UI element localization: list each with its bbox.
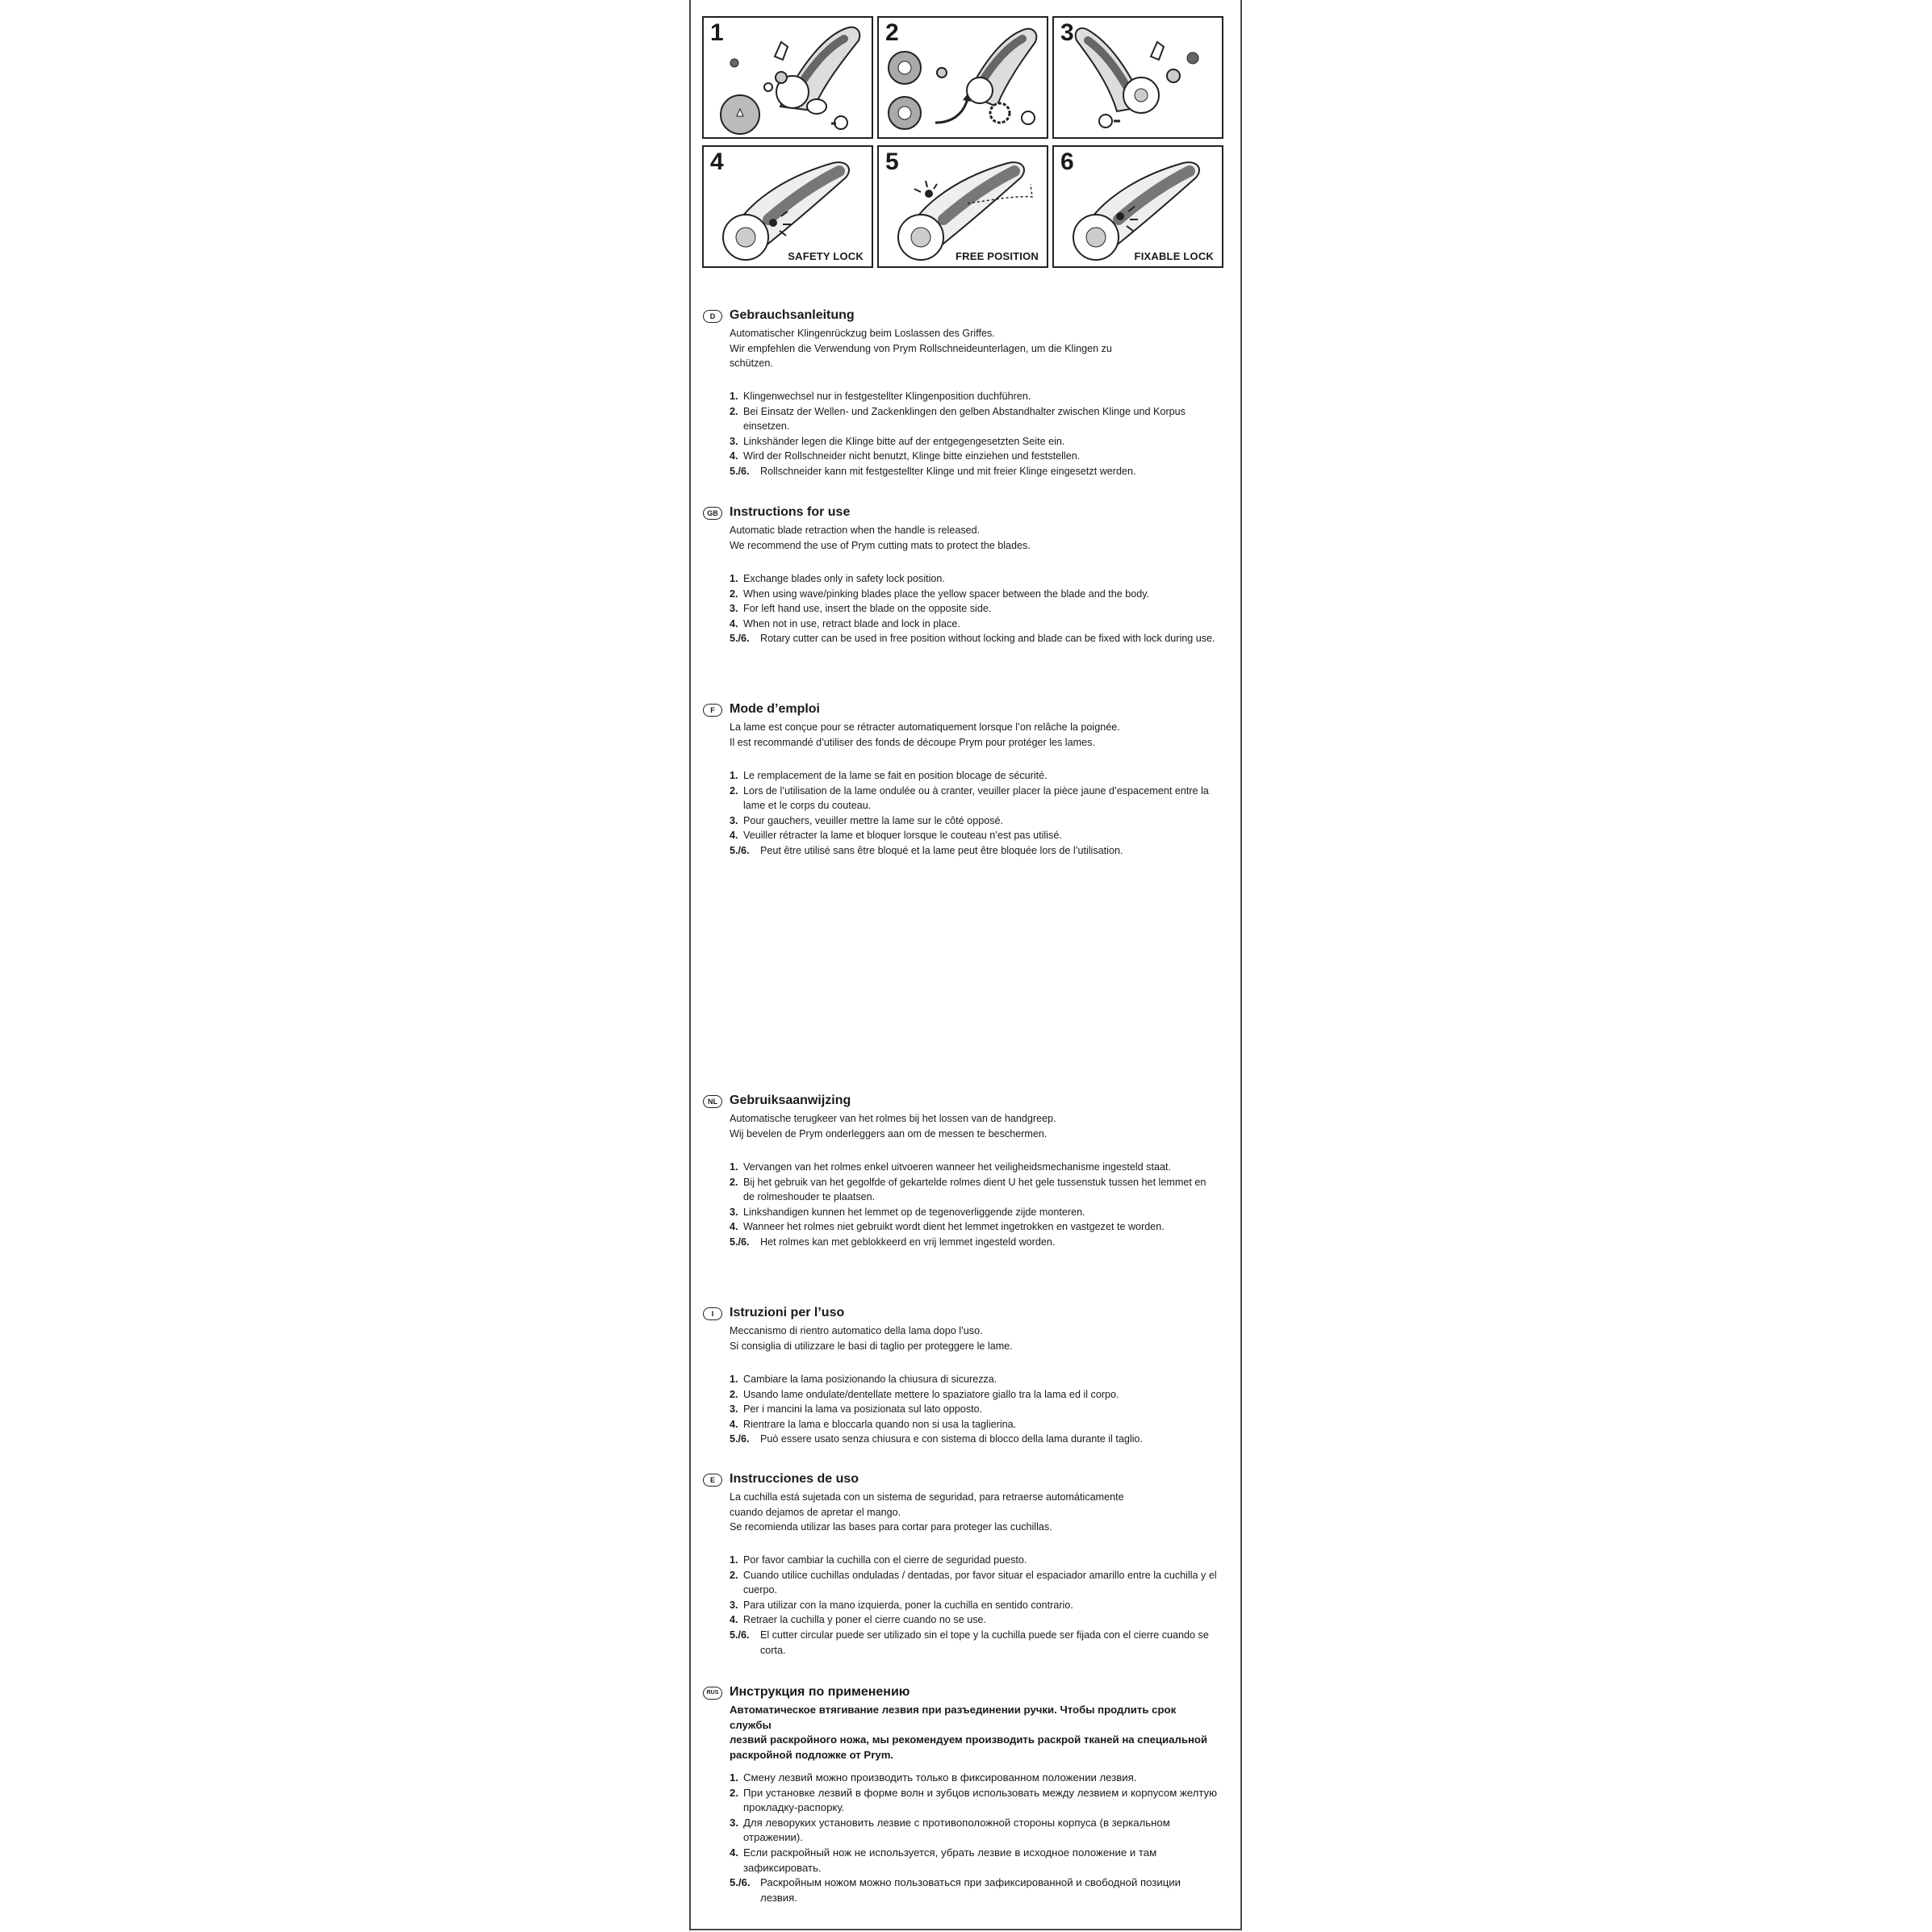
step-item [730, 389, 1218, 404]
step-number: 5./6. [730, 1629, 750, 1641]
intro-line: cuando dejamos de apretar el mango. [730, 1506, 901, 1518]
language-badge: GB [703, 507, 722, 520]
intro-line: La cuchilla está sujetada con un sistema de seguridad, para retraerse automáticamente [730, 1491, 1124, 1503]
panel-label: SAFETY LOCK [788, 250, 864, 262]
section-intro [730, 1111, 1214, 1141]
step-text: Rotary cutter can be used in free position without locking and blade can be fixed with lock during use. [760, 633, 1215, 645]
step-text: Rollschneider kann mit festgestellter Klinge und mit freier Klinge eingesetzt werden. [760, 465, 1136, 477]
step-text: Può essere usato senza chiusura e con sistema di blocco della lama durante il taglio. [760, 1433, 1143, 1445]
step-text: Pour gauchers, veuiller mettre la lame sur le côté opposé. [743, 814, 1004, 826]
instruction-sheet [689, 0, 1242, 1930]
step-item [730, 1387, 1218, 1403]
step-number: 1. [730, 1771, 738, 1784]
step-item [730, 1816, 1218, 1846]
panel-number: 3 [1060, 19, 1074, 46]
panel-2 [877, 16, 1048, 139]
step-number: 3. [730, 603, 738, 615]
step-number: 2. [730, 784, 738, 797]
step-text: Смену лезвий можно производить только в фиксированном положении лезвия. [743, 1771, 1137, 1784]
intro-line: Wir empfehlen die Verwendung von Prym Rollschneideunterlagen, um die Klingen zu [730, 342, 1112, 354]
step-text: When not in use, retract blade and lock in place. [743, 617, 960, 629]
panel-3 [1052, 16, 1223, 139]
step-number: 2. [730, 588, 738, 600]
intro-line: раскройной подложке от Prym. [730, 1748, 894, 1761]
step-list [730, 1771, 1218, 1905]
language-badge: E [703, 1474, 722, 1487]
step-item [730, 768, 1218, 784]
step-list [730, 389, 1218, 479]
step-text: Het rolmes kan met geblokkeerd en vrij lemmet ingesteld worden. [760, 1236, 1056, 1248]
step-text: Linkshandigen kunnen het lemmet op de tegenoverliggende zijde monteren. [743, 1206, 1085, 1218]
step-item [730, 1568, 1218, 1598]
step-item [730, 1771, 1218, 1786]
step-item [730, 571, 1218, 587]
language-badge: F [703, 704, 722, 717]
step-number: 2. [730, 1388, 738, 1400]
section-title: Instructions for use [730, 505, 851, 519]
step-number: 3. [730, 1403, 738, 1416]
section-intro [730, 523, 1214, 553]
step-text: Usando lame ondulate/dentellate mettere lo spaziatore giallo tra la lama ed il corpo. [743, 1388, 1119, 1400]
step-item [730, 784, 1218, 813]
section-title: Mode d’emploi [730, 702, 820, 716]
step-item [730, 449, 1218, 464]
step-text: Bei Einsatz der Wellen- und Zackenklingen den gelben Abstandhalter zwischen Klinge und Korpus einsetzen. [743, 405, 1186, 433]
step-number: 1. [730, 1374, 738, 1385]
intro-line: Meccanismo di rientro automatico della lama dopo l’uso. [730, 1325, 983, 1336]
step-number: 5./6. [730, 465, 750, 477]
step-item [730, 1553, 1218, 1568]
panel-number: 4 [710, 148, 724, 175]
intro-line: Automatische terugkeer van het rolmes bij het lossen van de handgreep. [730, 1113, 1056, 1124]
section-intro [730, 326, 1214, 371]
step-item [730, 434, 1218, 450]
step-number: 2. [730, 405, 738, 417]
step-number: 1. [730, 391, 738, 402]
step-text: Для леворуких установить лезвие с противоположной стороны корпуса (в зеркальном отражении). [743, 1816, 1170, 1844]
step-item [730, 1628, 1218, 1658]
step-text: Wird der Rollschneider nicht benutzt, Klinge bitte einziehen und feststellen. [743, 450, 1081, 462]
step-text: При установке лезвий в форме волн и зубцов использовать между лезвием и корпусом желтую прокладку-распорку. [743, 1786, 1218, 1814]
panel-4 [702, 145, 873, 268]
language-badge: D [703, 310, 722, 323]
step-item [730, 617, 1218, 632]
intro-line: Si consiglia di utilizzare le basi di taglio per proteggere le lame. [730, 1340, 1013, 1352]
step-list [730, 571, 1218, 646]
intro-line: We recommend the use of Prym cutting mats to protect the blades. [730, 539, 1031, 551]
step-text: Rientrare la lama e bloccarla quando non si usa la taglierina. [743, 1418, 1017, 1430]
step-text: Cuando utilice cuchillas onduladas / dentadas, por favor situar el espaciador amarillo entre la cuchilla y el cuerpo. [743, 1569, 1217, 1596]
panel-5 [877, 145, 1048, 268]
step-number: 3. [730, 1816, 738, 1829]
step-list [730, 1160, 1218, 1250]
step-text: Por favor cambiar la cuchilla con el cierre de seguridad puesto. [743, 1554, 1027, 1566]
intro-line: Se recomienda utilizar las bases para cortar para proteger las cuchillas. [730, 1521, 1052, 1533]
step-text: Vervangen van het rolmes enkel uitvoeren wanneer het veiligheidsmechanisme ingesteld staat. [743, 1161, 1171, 1173]
step-text: Wanneer het rolmes niet gebruikt wordt dient het lemmet ingetrokken en vastgezet te worden. [743, 1221, 1165, 1233]
step-item [730, 1372, 1218, 1387]
step-item [730, 1235, 1218, 1250]
step-number: 5./6. [730, 1433, 750, 1445]
spacer-insert-illustration [879, 18, 1047, 137]
step-item [730, 1219, 1218, 1235]
step-text: Cambiare la lama posizionando la chiusura di sicurezza. [743, 1374, 997, 1385]
panel-number: 6 [1060, 148, 1074, 175]
language-badge: I [703, 1307, 722, 1320]
intro-line: Wij bevelen de Prym onderleggers aan om de messen te beschermen. [730, 1127, 1048, 1140]
intro-line: лезвий раскройного ножа, мы рекомендуем производить раскрой тканей на специальной [730, 1733, 1208, 1746]
step-item [730, 1612, 1218, 1628]
step-text: Para utilizar con la mano izquierda, poner la cuchilla en sentido contrario. [743, 1599, 1073, 1611]
step-item [730, 587, 1218, 602]
step-item [730, 464, 1218, 479]
step-text: Bij het gebruik van het gegolfde of gekartelde rolmes dient U het gele tussenstuk tussen het lemmet en de rolmeshouder te plaatsen. [743, 1176, 1206, 1203]
section-title: Istruzioni per l’uso [730, 1306, 845, 1319]
illustration-grid [702, 16, 1223, 271]
step-text: Veuiller rétracter la lame et bloquer lorsque le couteau n’est pas utilisé. [743, 830, 1062, 842]
step-list [730, 1553, 1218, 1658]
section-title: Instrucciones de uso [730, 1472, 859, 1486]
step-item [730, 813, 1218, 829]
step-number: 2. [730, 1786, 738, 1799]
step-text: For left hand use, insert the blade on the opposite side. [743, 603, 992, 615]
step-text: Если раскройный нож не используется, убрать лезвие в исходное положение и там зафиксировать. [743, 1846, 1157, 1874]
step-number: 4. [730, 450, 738, 462]
intro-line: Automatic blade retraction when the handle is released. [730, 525, 981, 536]
panel-number: 1 [710, 19, 724, 46]
step-item [730, 1876, 1218, 1905]
section-intro [730, 1324, 1214, 1353]
step-number: 4. [730, 617, 738, 629]
step-number: 4. [730, 830, 738, 842]
step-text: Exchange blades only in safety lock position. [743, 573, 945, 584]
step-number: 3. [730, 1599, 738, 1611]
step-number: 5./6. [730, 633, 750, 645]
step-text: Per i mancini la lama va posizionata sul lato opposto. [743, 1403, 983, 1416]
step-item [730, 1205, 1218, 1220]
step-number: 3. [730, 1206, 738, 1218]
intro-line: La lame est conçue pour se rétracter automatiquement lorsque l’on relâche la poignée. [730, 721, 1120, 733]
panel-label: FIXABLE LOCK [1134, 250, 1214, 262]
panel-6 [1052, 145, 1223, 268]
step-item [730, 1402, 1218, 1417]
panel-number: 5 [885, 148, 899, 175]
panel-label: FREE POSITION [955, 250, 1039, 262]
free-position-illustration [879, 147, 1047, 266]
step-item [730, 601, 1218, 617]
step-item [730, 1175, 1218, 1205]
step-text: Peut être utilisé sans être bloqué et la lame peut être bloquée lors de l’utilisation. [760, 844, 1123, 856]
intro-line: Automatischer Klingenrückzug beim Loslassen des Griffes. [730, 328, 995, 339]
section-intro [730, 720, 1214, 750]
step-number: 1. [730, 1161, 738, 1173]
step-number: 3. [730, 814, 738, 826]
step-item [730, 1160, 1218, 1175]
step-item [730, 1846, 1218, 1876]
step-item [730, 1786, 1218, 1816]
fixable-lock-illustration [1054, 147, 1222, 266]
step-item [730, 843, 1218, 859]
step-number: 5./6. [730, 1876, 751, 1889]
blade-removal-illustration [704, 18, 872, 137]
step-number: 5./6. [730, 1236, 750, 1248]
step-number: 1. [730, 1554, 738, 1566]
step-text: Раскройным ножом можно пользоваться при зафиксированной и свободной позиции лезвия. [760, 1876, 1181, 1904]
section-title: Инструкция по применению [730, 1685, 910, 1699]
safety-lock-illustration [704, 147, 872, 266]
step-text: Klingenwechsel nur in festgestellter Klingenposition duchführen. [743, 391, 1031, 402]
step-item [730, 631, 1218, 646]
step-text: Le remplacement de la lame se fait en position blocage de sécurité. [743, 770, 1048, 781]
step-text: When using wave/pinking blades place the yellow spacer between the blade and the body. [743, 588, 1150, 600]
panel-1 [702, 16, 873, 139]
step-number: 4. [730, 1221, 738, 1233]
step-text: Retraer la cuchilla y poner el cierre cuando no se use. [743, 1614, 987, 1626]
step-item [730, 828, 1218, 843]
step-text: Lors de l’utilisation de la lame ondulée ou à cranter, veuiller placer la pièce jaune d’espacement entre la lame et le corps du couteau. [743, 784, 1209, 812]
step-text: El cutter circular puede ser utilizado sin el tope y la cuchilla puede ser fijada con el cierre cuando se corta. [760, 1629, 1209, 1656]
step-number: 4. [730, 1418, 738, 1430]
section-title: Gebrauchsanleitung [730, 308, 855, 322]
intro-line: schützen. [730, 358, 773, 370]
panel-number: 2 [885, 19, 899, 46]
step-item [730, 1432, 1218, 1447]
step-text: Linkshänder legen die Klinge bitte auf der entgegengesetzten Seite ein. [743, 435, 1065, 447]
step-item [730, 1417, 1218, 1432]
step-number: 5./6. [730, 844, 750, 856]
step-number: 2. [730, 1569, 738, 1581]
step-list [730, 768, 1218, 859]
left-hand-illustration [1054, 18, 1222, 137]
intro-line: Il est recommandé d’utiliser des fonds de découpe Prym pour protéger les lames. [730, 736, 1095, 748]
section-intro [730, 1703, 1214, 1763]
section-intro [730, 1490, 1214, 1535]
language-badge: NL [703, 1095, 722, 1108]
step-list [730, 1372, 1218, 1447]
step-number: 1. [730, 770, 738, 781]
section-title: Gebruiksaanwijzing [730, 1094, 851, 1107]
step-number: 4. [730, 1614, 738, 1626]
step-number: 4. [730, 1846, 738, 1859]
step-item [730, 404, 1218, 434]
language-badge: RUS [703, 1687, 722, 1700]
step-number: 1. [730, 573, 738, 584]
step-number: 2. [730, 1176, 738, 1188]
intro-line: Автоматическое втягивание лезвия при разъединении ручки. Чтобы продлить срок службы [730, 1704, 1177, 1731]
step-number: 3. [730, 435, 738, 447]
step-item [730, 1598, 1218, 1613]
